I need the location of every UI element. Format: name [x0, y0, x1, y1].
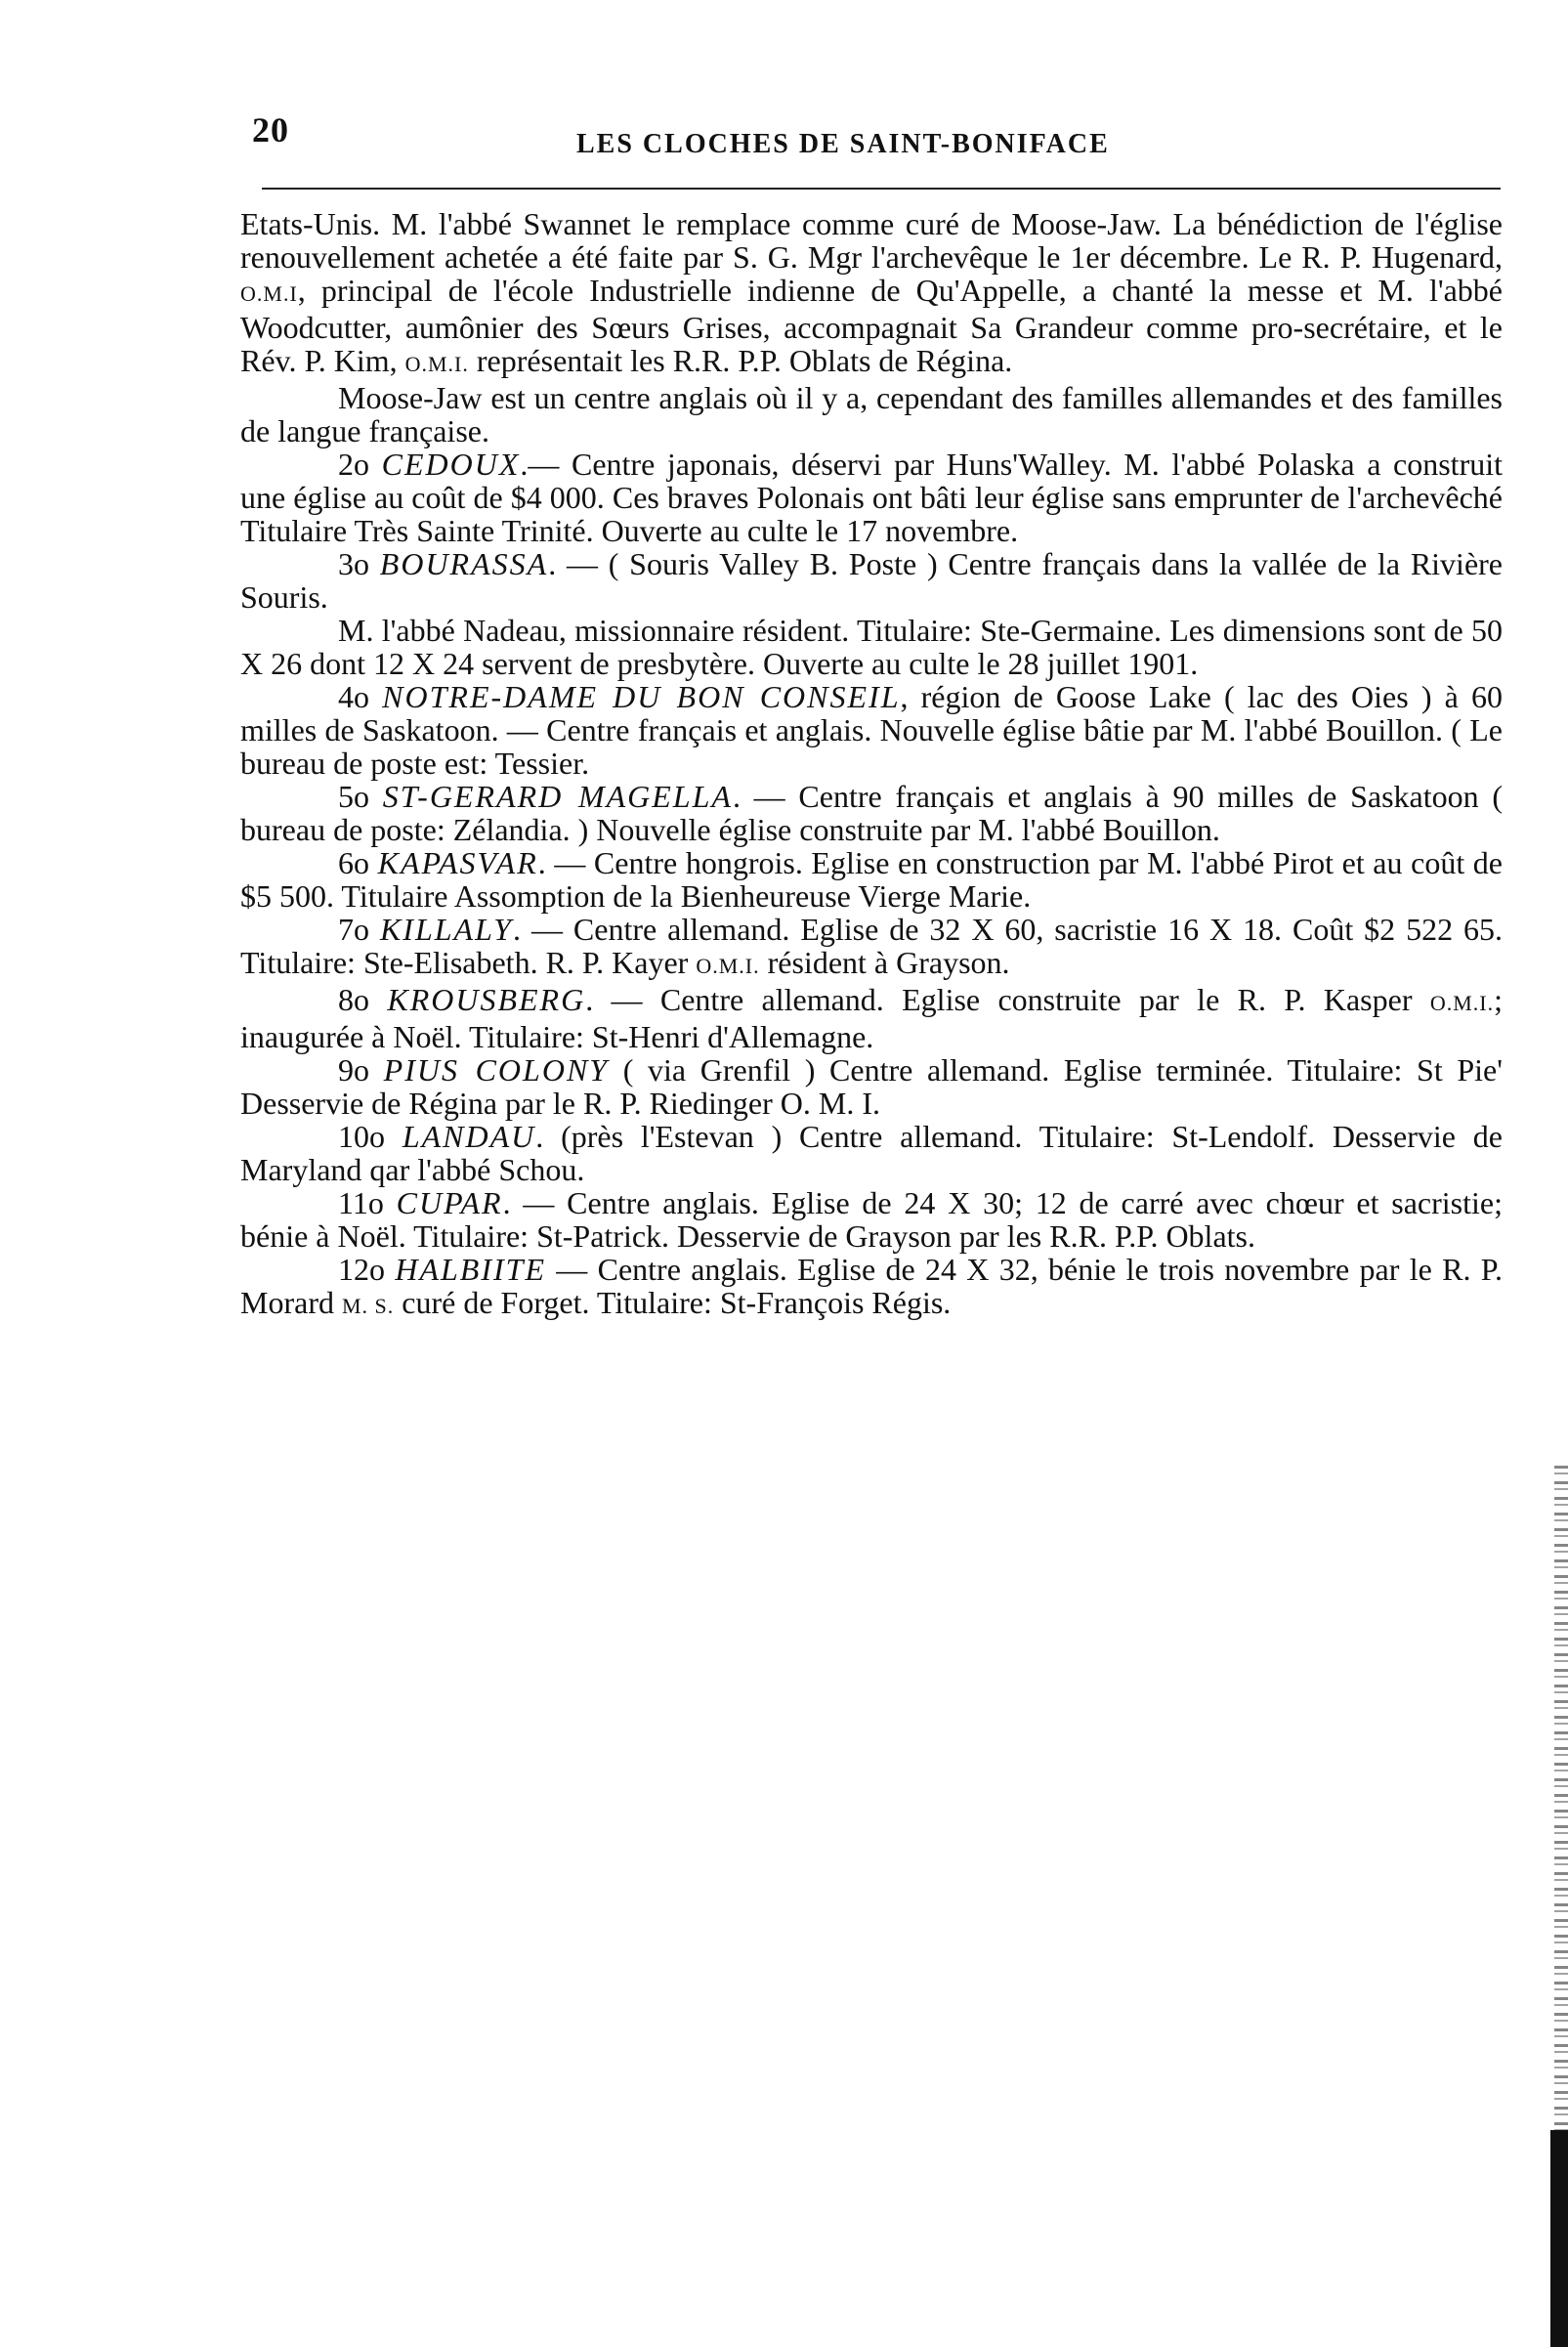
- paragraph-12: [240, 1120, 1503, 1186]
- order-abbreviation: O.M.I.: [1429, 991, 1495, 1015]
- text-run: 8o: [338, 982, 388, 1017]
- place-name: KAPASVAR: [377, 845, 538, 880]
- place-name: PIUS COLONY: [383, 1052, 610, 1088]
- paragraph-11: [240, 1053, 1503, 1120]
- text-run: curé de Forget. Titulaire: St-François Régis.: [394, 1285, 952, 1320]
- text-run: . — Centre allemand. Eglise construite par le R. P. Kasper: [585, 982, 1430, 1017]
- text-run: Moose-Jaw est un centre anglais où il y a, cependant des familles allemandes et des familles de langue française.: [240, 380, 1503, 448]
- body-text: [240, 207, 1503, 1323]
- place-name: NOTRE-DAME DU BON CONSEIL: [382, 679, 901, 714]
- text-run: 5o: [338, 779, 383, 814]
- text-run: . — Centre allemand. Eglise de 32 X 60, sacristie 16 X 18. Coût $2 522 65. Titulaire: Ste-Elisabeth. R. P. Kayer: [240, 912, 1504, 980]
- place-name: KROUSBERG: [387, 982, 586, 1017]
- paragraph-4: [240, 547, 1503, 614]
- paragraph-9: [240, 913, 1503, 983]
- place-name: HALBIITE: [395, 1252, 546, 1287]
- page-number: 20: [252, 110, 289, 149]
- text-run: . — Centre hongrois. Eglise en construction par M. l'abbé Pirot et au coût de $5 500. Titulaire Assomption de la Bienheureuse Vierge Marie.: [240, 845, 1504, 914]
- text-run: . — Centre français et anglais à 90 milles de Saskatoon ( bureau de poste: Zélandia. ) Nouvelle église construite par M. l'abbé Bouillon.: [240, 779, 1504, 847]
- order-abbreviation: O.M.I: [240, 281, 298, 306]
- text-run: ; inaugurée à Noël. Titulaire: St-Henri d'Allemagne.: [240, 982, 1504, 1054]
- text-run: 4o: [338, 679, 383, 714]
- scan-edge-shadow: [1550, 2130, 1568, 2347]
- text-run: — Centre anglais. Eglise de 24 X 32, bénie le trois novembre par le R. P. Morard: [240, 1252, 1504, 1320]
- text-run: 11o: [338, 1185, 397, 1220]
- place-name: BOURASSA: [379, 546, 549, 581]
- running-title: LES CLOCHES DE SAINT-BONIFACE: [576, 129, 1110, 159]
- text-run: 9o: [338, 1052, 384, 1088]
- text-run: . — Centre anglais. Eglise de 24 X 30; 12 de carré avec chœur et sacristie; bénie à Noël. Titulaire: St-Patrick. Desservie de Grayson par les R.R. P.P. Oblats.: [240, 1185, 1504, 1254]
- paragraph-3: [240, 448, 1503, 547]
- order-abbreviation: O.M.I.: [696, 954, 760, 978]
- text-run: , région de Goose Lake ( lac des Oies ) à 60 milles de Saskatoon. — Centre français et anglais. Nouvelle église bâtie par M. l'abbé Bouillon. ( Le bureau de poste est: Tessier.: [240, 679, 1504, 781]
- text-run: 10o: [338, 1119, 403, 1154]
- place-name: ST-GERARD MAGELLA: [382, 779, 733, 814]
- text-run: . (près l'Estevan ) Centre allemand. Titulaire: St-Lendolf. Desservie de Maryland qar l'abbé Schou.: [240, 1119, 1504, 1187]
- text-run: M. l'abbé Nadeau, missionnaire résident. Titulaire: Ste-Germaine. Les dimensions sont de 50 X 26 dont 12 X 24 servent de presbytère. Ouverte au culte le 28 juillet 1901.: [240, 613, 1503, 681]
- text-run: représentait les R.R. P.P. Oblats de Régina.: [468, 343, 1013, 378]
- text-run: 7o: [338, 912, 380, 947]
- paragraph-1: [240, 207, 1503, 381]
- text-run: 6o: [338, 845, 378, 880]
- text-run: ( via Grenfil ) Centre allemand. Eglise terminée. Titulaire: St Pie' Desservie de Régina par le R. P. Riedinger O. M. I.: [240, 1052, 1504, 1121]
- paragraph-10: [240, 983, 1503, 1053]
- place-name: KILLALY: [379, 912, 514, 947]
- place-name: LANDAU: [402, 1119, 536, 1154]
- text-run: 3o: [338, 546, 380, 581]
- order-abbreviation: O.M.I.: [404, 352, 469, 376]
- paragraph-8: [240, 846, 1503, 913]
- paragraph-5: [240, 614, 1503, 680]
- paragraph-6: [240, 680, 1503, 780]
- paragraph-14: [240, 1253, 1503, 1323]
- header-rule: [262, 188, 1501, 190]
- text-run: , principal de l'école Industrielle indienne de Qu'Appelle, a chanté la messe et M. l'abbé Woodcutter, aumônier des Sœurs Grises, accompagnait Sa Grandeur comme pro-secrétaire, et le Rév. P. Kim,: [240, 273, 1503, 378]
- paragraph-7: [240, 780, 1503, 846]
- place-name: CUPAR: [396, 1185, 503, 1220]
- text-run: 12o: [338, 1252, 396, 1287]
- paragraph-13: [240, 1186, 1503, 1253]
- page-header: [252, 109, 1501, 168]
- text-run: .— Centre japonais, déservi par Huns'Walley. M. l'abbé Polaska a construit une église au coût de $4 000. Ces braves Polonais ont bâti leur église sans emprunter de l'archevêché Titulaire Très Sainte Trinité. Ouverte au culte le 17 novembre.: [240, 447, 1503, 548]
- text-run: Etats-Unis. M. l'abbé Swannet le remplace comme curé de Moose-Jaw. La bénédiction de l'église renouvellement achetée a été faite par S. G. Mgr l'archevêque le 1er décembre. Le R. P. Hugenard,: [240, 206, 1503, 275]
- order-abbreviation: M. S.: [341, 1294, 395, 1318]
- place-name: CEDOUX: [381, 447, 521, 482]
- paragraph-2: [240, 381, 1503, 448]
- text-run: résident à Grayson.: [759, 945, 1010, 980]
- text-run: . — ( Souris Valley B. Poste ) Centre français dans la vallée de la Rivière Souris.: [240, 546, 1504, 615]
- text-run: 2o: [338, 447, 382, 482]
